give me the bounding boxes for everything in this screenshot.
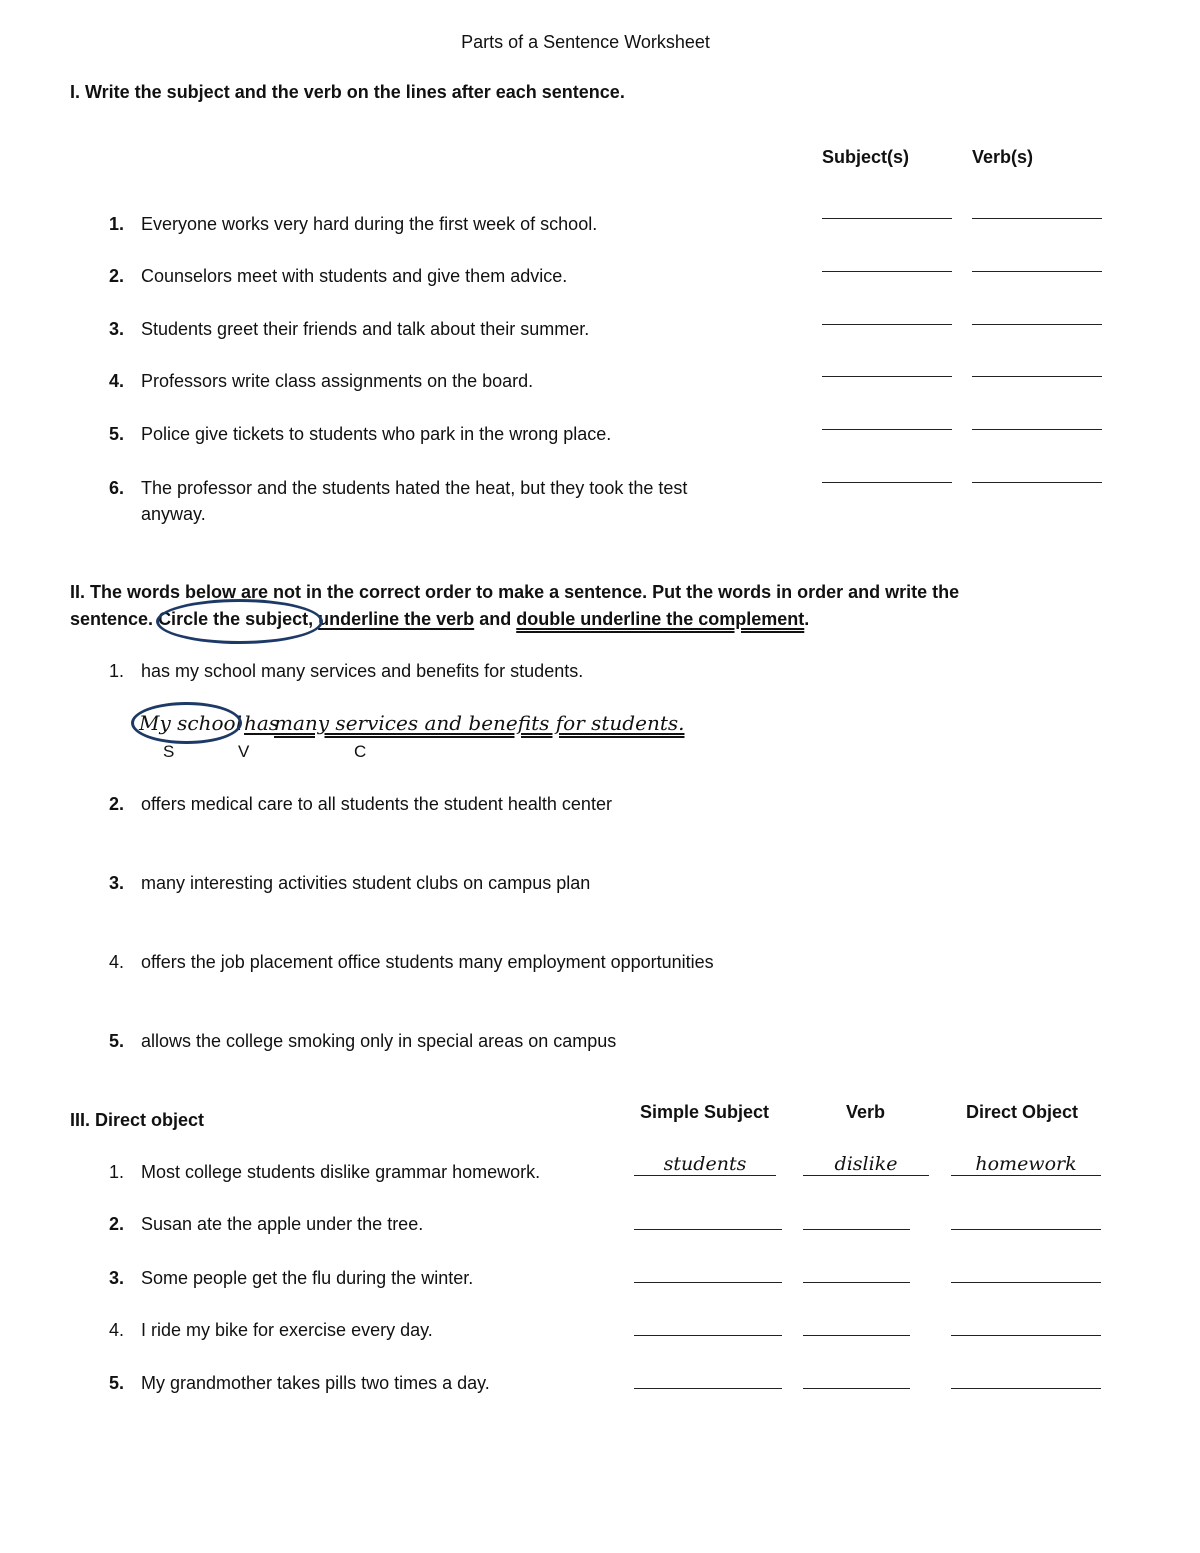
verb-answer-line[interactable] [803, 1335, 910, 1336]
and-word: and [479, 609, 512, 629]
verb-answer-line[interactable] [803, 1282, 910, 1283]
answer-subject: students [663, 1153, 747, 1175]
example-complement: many services and benefits for students. [274, 711, 685, 735]
subject-answer-line[interactable] [634, 1282, 782, 1283]
item-number: 2. [108, 266, 124, 286]
item-text: Students greet their friends and talk about their summer. [141, 319, 590, 339]
object-answer-line[interactable] [951, 1282, 1101, 1283]
subject-circle-mark [156, 599, 323, 644]
label-c: C [354, 742, 367, 761]
object-answer-line[interactable] [951, 1335, 1101, 1336]
verb-answer-line[interactable] [803, 1175, 929, 1176]
item-text: has my school many services and benefits for students. [141, 661, 584, 681]
section3-heading: III. Direct object [70, 1110, 205, 1130]
item-text: Counselors meet with students and give them advice. [141, 266, 568, 286]
subject-answer-line[interactable] [822, 271, 952, 272]
item-number: 1. [108, 661, 124, 681]
item-number: 3. [108, 873, 124, 893]
period: . [804, 609, 810, 629]
item-number: 2. [108, 794, 124, 814]
example-subject-circle [131, 702, 242, 744]
item-number: 6. [108, 478, 124, 498]
item-number: 5. [108, 1031, 124, 1051]
item-text: The professor and the students hated the heat, but they took the test [141, 478, 688, 498]
subject-answer-line[interactable] [634, 1388, 782, 1389]
label-v: V [238, 742, 250, 761]
item-text: Professors write class assignments on the board. [141, 371, 534, 391]
item-number: 3. [108, 319, 124, 339]
section3-col-verb: Verb [846, 1102, 886, 1122]
object-answer-line[interactable] [951, 1388, 1101, 1389]
verb-answer-line[interactable] [803, 1229, 910, 1230]
verb-answer-line[interactable] [972, 271, 1102, 272]
item-number: 1. [108, 214, 124, 234]
subject-answer-line[interactable] [822, 324, 952, 325]
verb-answer-line[interactable] [972, 429, 1102, 430]
item-text: allows the college smoking only in special areas on campus [141, 1031, 617, 1051]
item-text: Most college students dislike grammar homework. [141, 1162, 541, 1182]
section1-heading: I. Write the subject and the verb on the lines after each sentence. [70, 82, 625, 102]
item-number: 5. [108, 424, 124, 444]
item-text: many interesting activities student clubs on campus plan [141, 873, 591, 893]
subject-answer-line[interactable] [634, 1335, 782, 1336]
item-text: Police give tickets to students who park in the wrong place. [141, 424, 612, 444]
item-text: Everyone works very hard during the first week of school. [141, 214, 598, 234]
circle-subject-instruction: Circle the subject [158, 609, 309, 629]
item-number: 4. [108, 952, 124, 972]
item-number: 4. [108, 1320, 124, 1340]
item-number: 2. [108, 1214, 124, 1234]
item-text: Some people get the flu during the winter. [141, 1268, 474, 1288]
verb-answer-line[interactable] [972, 482, 1102, 483]
subject-answer-line[interactable] [634, 1175, 776, 1176]
label-s: S [163, 742, 175, 761]
answer-object: homework [975, 1153, 1077, 1175]
item-text: Susan ate the apple under the tree. [141, 1214, 424, 1234]
section3-col-subject: Simple Subject [640, 1102, 770, 1122]
item-text-continued: anyway. [141, 504, 206, 524]
subject-answer-line[interactable] [822, 218, 952, 219]
object-answer-line[interactable] [951, 1175, 1101, 1176]
page-title: Parts of a Sentence Worksheet [461, 32, 710, 52]
section1-col-verb: Verb(s) [972, 147, 1034, 167]
double-underline-instruction: double underline the complement [516, 609, 805, 629]
underline-verb-instruction: underline the verb [318, 609, 475, 629]
object-answer-line[interactable] [951, 1229, 1101, 1230]
item-text: offers the job placement office students many employment opportunities [141, 952, 714, 972]
item-number: 3. [108, 1268, 124, 1288]
verb-answer-line[interactable] [972, 376, 1102, 377]
verb-answer-line[interactable] [972, 218, 1102, 219]
example-subject: My school [139, 711, 242, 735]
subject-answer-line[interactable] [634, 1229, 782, 1230]
section2-heading: II. The words below are not in the correct order to make a sentence. Put the words in order and write the [70, 582, 960, 602]
item-text: My grandmother takes pills two times a day. [141, 1373, 490, 1393]
section1-col-subject: Subject(s) [822, 147, 910, 167]
verb-answer-line[interactable] [972, 324, 1102, 325]
section3-col-object: Direct Object [966, 1102, 1079, 1122]
item-number: 5. [108, 1373, 124, 1393]
item-number: 1. [108, 1162, 124, 1182]
heading-word-sentence: sentence. [70, 609, 154, 629]
subject-answer-line[interactable] [822, 429, 952, 430]
subject-answer-line[interactable] [822, 482, 952, 483]
verb-answer-line[interactable] [803, 1388, 910, 1389]
subject-answer-line[interactable] [822, 376, 952, 377]
example-verb: has [244, 711, 280, 735]
item-text: I ride my bike for exercise every day. [141, 1320, 433, 1340]
comma: , [308, 609, 314, 629]
item-number: 4. [108, 371, 124, 391]
answer-verb: dislike [834, 1153, 898, 1175]
item-text: offers medical care to all students the student health center [141, 794, 612, 814]
